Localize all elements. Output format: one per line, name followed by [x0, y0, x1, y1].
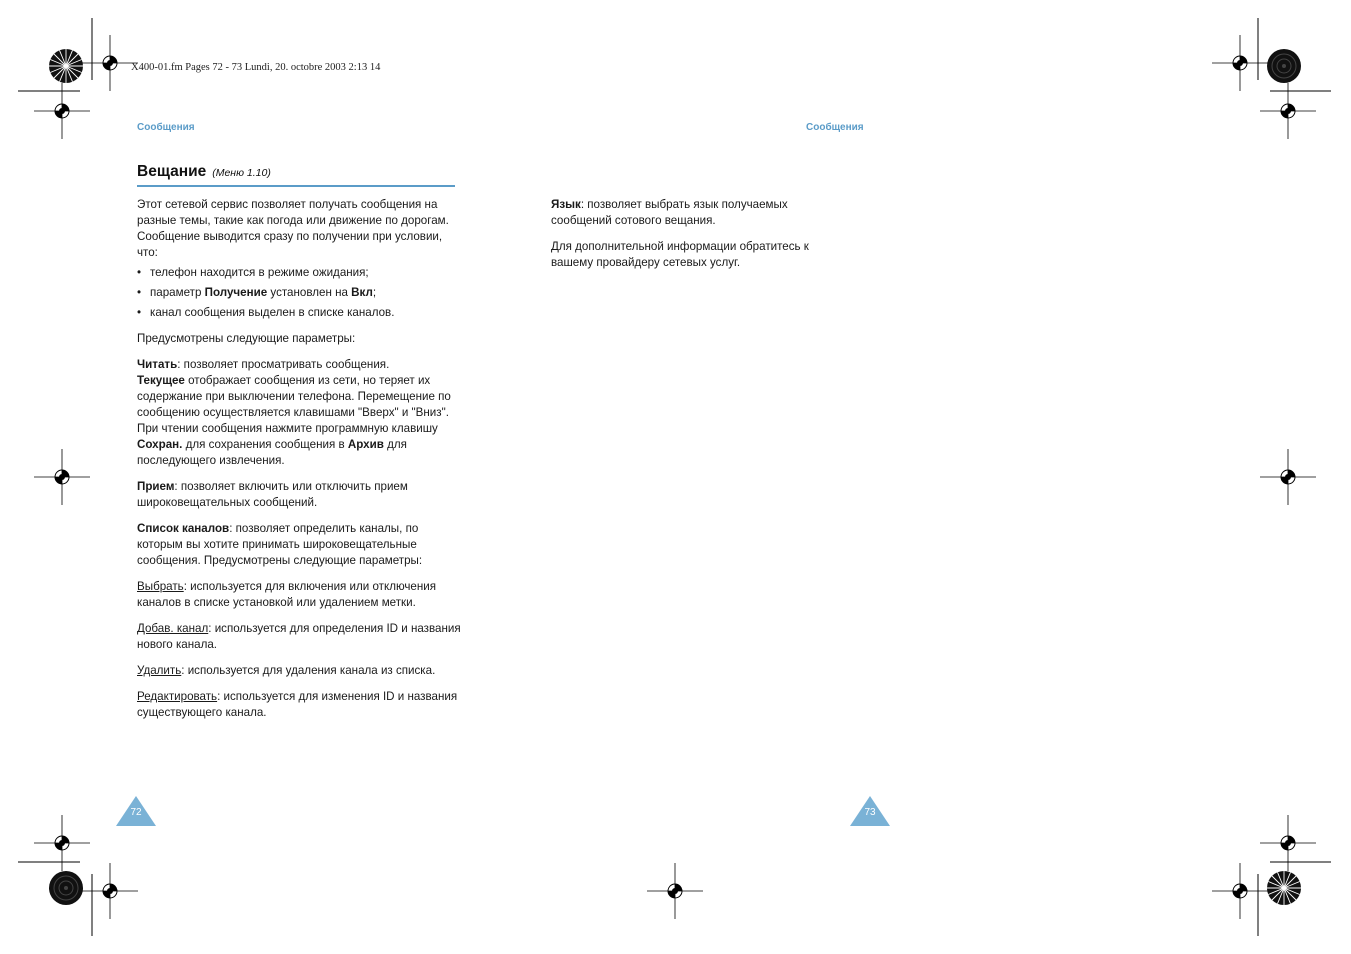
add-channel-paragraph: [137, 621, 463, 653]
definition-text: для последующего извлечения.: [137, 438, 407, 467]
print-header-meta: X400-01.fm Pages 72 - 73 Lundi, 20. octobre 2003 2:13 14: [131, 62, 381, 73]
page-number: 72: [130, 807, 142, 818]
term-bold: Текущее: [137, 374, 185, 387]
read-paragraph: [137, 357, 463, 469]
bullet-text: ;: [372, 286, 377, 299]
select-paragraph: [137, 579, 463, 611]
definition-text: : позволяет выбрать язык получаемых сообщений сотового вещания.: [551, 198, 788, 227]
menu-reference: (Меню 1.10): [212, 167, 271, 179]
left-page-body: [137, 197, 463, 721]
bullet-item: [137, 285, 463, 301]
right-section-label: Сообщения: [806, 122, 864, 133]
term-bold: Архив: [347, 438, 384, 451]
page-number-badge-right: [850, 796, 890, 826]
bullet-text: установлен на: [267, 286, 352, 299]
language-paragraph: [551, 197, 851, 229]
bullet-text: параметр: [150, 286, 205, 299]
term-underlined: Добав. канал: [137, 622, 209, 635]
term-underlined: Редактировать: [137, 690, 218, 703]
info-paragraph: Для дополнительной информации обратитесь к вашему провайдеру сетевых услуг.: [551, 240, 809, 269]
params-intro: Предусмотрены следующие параметры:: [137, 332, 356, 345]
page-title: Вещание: [137, 163, 207, 180]
receive-paragraph: [137, 479, 463, 511]
section-heading: [137, 163, 455, 187]
bullet-item: • канал сообщения выделен в списке каналов.: [137, 305, 463, 321]
definition-text: : используется для удаления канала из списка.: [181, 664, 436, 677]
definition-text: для сохранения сообщения в: [182, 438, 348, 451]
page-number-badge-left: [116, 796, 156, 826]
term-bold: Сохран.: [137, 438, 183, 451]
definition-text: : позволяет включить или отключить прием широковещательных сообщений.: [137, 480, 408, 509]
term-bold: Язык: [551, 198, 581, 211]
term-underlined: Выбрать: [137, 580, 184, 593]
term-bold: Прием: [137, 480, 175, 493]
bullet-item: • телефон находится в режиме ожидания;: [137, 265, 463, 281]
definition-text: : используется для определения ID и названия нового канала.: [137, 622, 461, 651]
definition-text: отображает сообщения из сети, но теряет их содержание при выключении телефона. Перемещение по сообщению осуществляется клавишами "Вверх" и "Вниз". При чтении сообщения нажмите программную клавишу: [137, 374, 451, 435]
right-page-body: [551, 197, 851, 271]
term-bold: Список каналов: [137, 522, 230, 535]
term-bold: Читать: [137, 358, 178, 371]
definition-text: : позволяет определить каналы, по которым вы хотите принимать широковещательные сообщения. Предусмотрены следующие параметры:: [137, 522, 423, 567]
page-number: 73: [864, 807, 876, 818]
intro-paragraph: Этот сетевой сервис позволяет получать сообщения на разные темы, такие как погода или движение по дорогам. Сообщение выводится сразу по получении при условии, что:: [137, 198, 449, 259]
term-bold: Получение: [204, 286, 268, 299]
channels-paragraph: [137, 521, 463, 569]
left-section-label: Сообщения: [137, 122, 195, 133]
definition-text: : используется для изменения ID и названия существующего канала.: [137, 690, 458, 719]
definition-text: : позволяет просматривать сообщения.: [177, 358, 390, 371]
term-underlined: Удалить: [137, 664, 182, 677]
edit-paragraph: [137, 689, 463, 721]
term-bold: Вкл: [351, 286, 373, 299]
delete-paragraph: [137, 663, 463, 679]
definition-text: : используется для включения или отключения каналов в списке установкой или удалением метки.: [137, 580, 437, 609]
